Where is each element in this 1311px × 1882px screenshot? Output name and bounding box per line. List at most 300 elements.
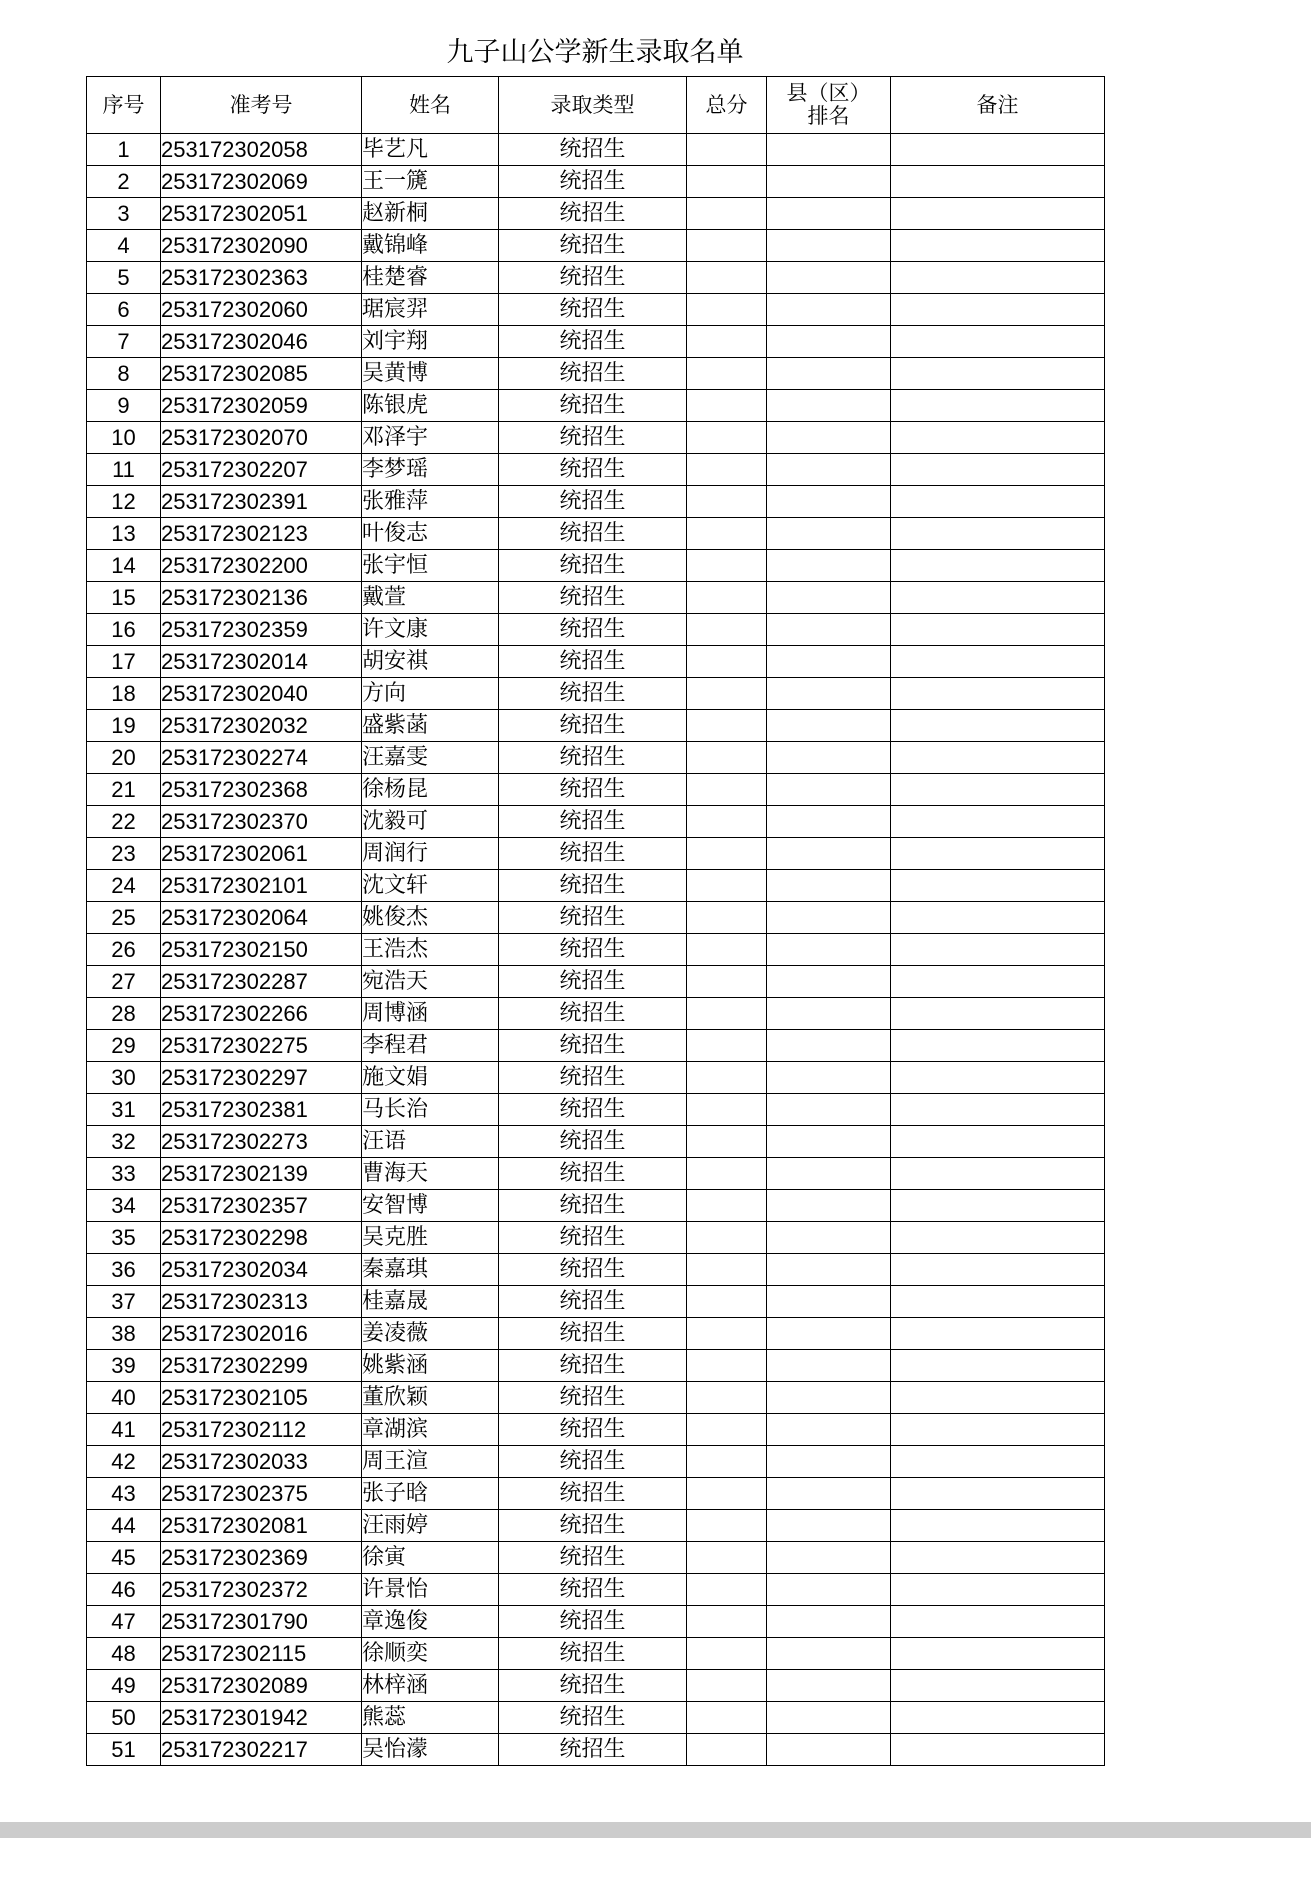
cell-type: 统招生 <box>499 1542 687 1574</box>
cell-type: 统招生 <box>499 1158 687 1190</box>
cell-seq: 15 <box>87 582 161 614</box>
cell-remark <box>891 454 1105 486</box>
cell-total <box>687 230 767 262</box>
cell-seq: 7 <box>87 326 161 358</box>
cell-exam-no: 253172302061 <box>161 838 362 870</box>
cell-name: 姚俊杰 <box>362 902 499 934</box>
cell-remark <box>891 1126 1105 1158</box>
cell-remark <box>891 358 1105 390</box>
cell-exam-no: 253172302058 <box>161 134 362 166</box>
cell-rank <box>767 1126 891 1158</box>
cell-seq: 16 <box>87 614 161 646</box>
cell-name: 刘宇翔 <box>362 326 499 358</box>
cell-type: 统招生 <box>499 134 687 166</box>
cell-total <box>687 550 767 582</box>
cell-seq: 21 <box>87 774 161 806</box>
cell-remark <box>891 486 1105 518</box>
cell-rank <box>767 518 891 550</box>
cell-name: 章逸俊 <box>362 1606 499 1638</box>
cell-seq: 33 <box>87 1158 161 1190</box>
cell-seq: 50 <box>87 1702 161 1734</box>
cell-type: 统招生 <box>499 902 687 934</box>
cell-total <box>687 710 767 742</box>
cell-total <box>687 614 767 646</box>
cell-seq: 5 <box>87 262 161 294</box>
cell-type: 统招生 <box>499 1414 687 1446</box>
cell-rank <box>767 806 891 838</box>
cell-remark <box>891 774 1105 806</box>
cell-remark <box>891 1030 1105 1062</box>
cell-exam-no: 253172302112 <box>161 1414 362 1446</box>
cell-name: 盛紫菡 <box>362 710 499 742</box>
cell-total <box>687 1670 767 1702</box>
cell-type: 统招生 <box>499 550 687 582</box>
cell-type: 统招生 <box>499 1350 687 1382</box>
table-row <box>87 1606 1105 1638</box>
cell-rank <box>767 1158 891 1190</box>
cell-name: 曹海天 <box>362 1158 499 1190</box>
cell-exam-no: 253172302273 <box>161 1126 362 1158</box>
cell-seq: 12 <box>87 486 161 518</box>
header-name: 姓名 <box>362 77 499 134</box>
cell-exam-no: 253172302040 <box>161 678 362 710</box>
cell-total <box>687 1094 767 1126</box>
page-title: 九子山公学新生录取名单 <box>446 37 744 68</box>
cell-exam-no: 253172302274 <box>161 742 362 774</box>
cell-name: 董欣颖 <box>362 1382 499 1414</box>
cell-exam-no: 253172302368 <box>161 774 362 806</box>
cell-name: 林梓涵 <box>362 1670 499 1702</box>
cell-remark <box>891 1382 1105 1414</box>
cell-type: 统招生 <box>499 934 687 966</box>
cell-remark <box>891 1670 1105 1702</box>
cell-rank <box>767 1542 891 1574</box>
cell-remark <box>891 294 1105 326</box>
cell-remark <box>891 1286 1105 1318</box>
table-row <box>87 1350 1105 1382</box>
cell-name: 宛浩天 <box>362 966 499 998</box>
table-body <box>87 134 1105 1766</box>
cell-remark <box>891 166 1105 198</box>
cell-remark <box>891 1318 1105 1350</box>
cell-total <box>687 1030 767 1062</box>
cell-seq: 3 <box>87 198 161 230</box>
table-row <box>87 710 1105 742</box>
table-row <box>87 838 1105 870</box>
table-row <box>87 1382 1105 1414</box>
cell-type: 统招生 <box>499 710 687 742</box>
cell-seq: 1 <box>87 134 161 166</box>
cell-total <box>687 390 767 422</box>
cell-type: 统招生 <box>499 1254 687 1286</box>
cell-rank <box>767 710 891 742</box>
cell-seq: 24 <box>87 870 161 902</box>
cell-type: 统招生 <box>499 1286 687 1318</box>
table-row <box>87 582 1105 614</box>
cell-exam-no: 253172302217 <box>161 1734 362 1766</box>
cell-type: 统招生 <box>499 358 687 390</box>
cell-name: 周王渲 <box>362 1446 499 1478</box>
cell-exam-no: 253172302370 <box>161 806 362 838</box>
cell-name: 王浩杰 <box>362 934 499 966</box>
cell-rank <box>767 1222 891 1254</box>
cell-type: 统招生 <box>499 230 687 262</box>
cell-remark <box>891 1446 1105 1478</box>
cell-rank <box>767 838 891 870</box>
cell-total <box>687 1702 767 1734</box>
table-row <box>87 1638 1105 1670</box>
table-row <box>87 390 1105 422</box>
cell-total <box>687 742 767 774</box>
cell-total <box>687 486 767 518</box>
table-row <box>87 454 1105 486</box>
cell-total <box>687 998 767 1030</box>
table-row <box>87 774 1105 806</box>
cell-rank <box>767 326 891 358</box>
cell-name: 姚紫涵 <box>362 1350 499 1382</box>
cell-seq: 48 <box>87 1638 161 1670</box>
cell-total <box>687 902 767 934</box>
cell-name: 张子晗 <box>362 1478 499 1510</box>
footer-bar <box>0 1822 1311 1838</box>
cell-total <box>687 934 767 966</box>
cell-type: 统招生 <box>499 1734 687 1766</box>
table-row <box>87 1094 1105 1126</box>
cell-exam-no: 253172302297 <box>161 1062 362 1094</box>
cell-seq: 2 <box>87 166 161 198</box>
cell-type: 统招生 <box>499 422 687 454</box>
cell-seq: 20 <box>87 742 161 774</box>
cell-name: 章湖滨 <box>362 1414 499 1446</box>
table-row <box>87 550 1105 582</box>
table-row <box>87 1062 1105 1094</box>
cell-type: 统招生 <box>499 1222 687 1254</box>
cell-seq: 17 <box>87 646 161 678</box>
cell-remark <box>891 1638 1105 1670</box>
cell-name: 徐顺奕 <box>362 1638 499 1670</box>
cell-seq: 26 <box>87 934 161 966</box>
cell-rank <box>767 166 891 198</box>
cell-type: 统招生 <box>499 294 687 326</box>
cell-name: 施文娟 <box>362 1062 499 1094</box>
cell-total <box>687 582 767 614</box>
cell-name: 胡安祺 <box>362 646 499 678</box>
cell-rank <box>767 934 891 966</box>
cell-seq: 4 <box>87 230 161 262</box>
cell-total <box>687 1446 767 1478</box>
cell-name: 吴黄博 <box>362 358 499 390</box>
cell-remark <box>891 1414 1105 1446</box>
cell-total <box>687 1478 767 1510</box>
cell-exam-no: 253172302090 <box>161 230 362 262</box>
cell-exam-no: 253172302150 <box>161 934 362 966</box>
cell-exam-no: 253172302085 <box>161 358 362 390</box>
cell-seq: 10 <box>87 422 161 454</box>
cell-name: 沈毅可 <box>362 806 499 838</box>
cell-rank <box>767 774 891 806</box>
cell-rank <box>767 1414 891 1446</box>
cell-total <box>687 870 767 902</box>
table-row <box>87 198 1105 230</box>
cell-exam-no: 253172302357 <box>161 1190 362 1222</box>
cell-total <box>687 422 767 454</box>
cell-rank <box>767 1190 891 1222</box>
cell-total <box>687 1382 767 1414</box>
cell-remark <box>891 198 1105 230</box>
table-row <box>87 806 1105 838</box>
cell-type: 统招生 <box>499 454 687 486</box>
cell-type: 统招生 <box>499 614 687 646</box>
cell-rank <box>767 1702 891 1734</box>
cell-total <box>687 1318 767 1350</box>
cell-exam-no: 253172302064 <box>161 902 362 934</box>
header-type: 录取类型 <box>499 77 687 134</box>
table-row <box>87 134 1105 166</box>
cell-seq: 8 <box>87 358 161 390</box>
cell-name: 周博涵 <box>362 998 499 1030</box>
cell-remark <box>891 902 1105 934</box>
cell-exam-no: 253172302033 <box>161 1446 362 1478</box>
cell-rank <box>767 902 891 934</box>
cell-seq: 41 <box>87 1414 161 1446</box>
cell-name: 周润行 <box>362 838 499 870</box>
cell-rank <box>767 678 891 710</box>
cell-name: 姜凌薇 <box>362 1318 499 1350</box>
cell-total <box>687 838 767 870</box>
cell-name: 许景怡 <box>362 1574 499 1606</box>
cell-total <box>687 774 767 806</box>
cell-remark <box>891 1510 1105 1542</box>
cell-remark <box>891 1734 1105 1766</box>
cell-type: 统招生 <box>499 870 687 902</box>
cell-seq: 47 <box>87 1606 161 1638</box>
table-row <box>87 1222 1105 1254</box>
cell-remark <box>891 1478 1105 1510</box>
cell-remark <box>891 1350 1105 1382</box>
cell-type: 统招生 <box>499 1606 687 1638</box>
table-row <box>87 262 1105 294</box>
cell-seq: 13 <box>87 518 161 550</box>
cell-remark <box>891 1254 1105 1286</box>
cell-rank <box>767 742 891 774</box>
cell-seq: 38 <box>87 1318 161 1350</box>
cell-type: 统招生 <box>499 774 687 806</box>
cell-seq: 30 <box>87 1062 161 1094</box>
cell-total <box>687 1158 767 1190</box>
table-row <box>87 614 1105 646</box>
cell-remark <box>891 742 1105 774</box>
cell-exam-no: 253172302060 <box>161 294 362 326</box>
cell-seq: 45 <box>87 1542 161 1574</box>
cell-name: 马长治 <box>362 1094 499 1126</box>
cell-exam-no: 253172302115 <box>161 1638 362 1670</box>
cell-rank <box>767 486 891 518</box>
cell-total <box>687 1222 767 1254</box>
cell-total <box>687 1510 767 1542</box>
header-rank <box>767 77 891 134</box>
cell-rank <box>767 646 891 678</box>
cell-seq: 22 <box>87 806 161 838</box>
cell-type: 统招生 <box>499 838 687 870</box>
cell-rank <box>767 454 891 486</box>
cell-name: 汪嘉雯 <box>362 742 499 774</box>
header-total: 总分 <box>687 77 767 134</box>
cell-total <box>687 1606 767 1638</box>
cell-name: 叶俊志 <box>362 518 499 550</box>
cell-total <box>687 966 767 998</box>
cell-exam-no: 253172302266 <box>161 998 362 1030</box>
cell-exam-no: 253172302069 <box>161 166 362 198</box>
cell-total <box>687 198 767 230</box>
cell-total <box>687 1286 767 1318</box>
cell-total <box>687 294 767 326</box>
cell-name: 李程君 <box>362 1030 499 1062</box>
cell-remark <box>891 1158 1105 1190</box>
table-row <box>87 1318 1105 1350</box>
cell-exam-no: 253172302089 <box>161 1670 362 1702</box>
cell-seq: 18 <box>87 678 161 710</box>
cell-total <box>687 454 767 486</box>
cell-name: 戴萱 <box>362 582 499 614</box>
table-row <box>87 1542 1105 1574</box>
table-row <box>87 422 1105 454</box>
cell-remark <box>891 1094 1105 1126</box>
cell-remark <box>891 582 1105 614</box>
cell-rank <box>767 1254 891 1286</box>
cell-remark <box>891 870 1105 902</box>
cell-total <box>687 1638 767 1670</box>
cell-total <box>687 1350 767 1382</box>
cell-type: 统招生 <box>499 998 687 1030</box>
cell-name: 熊蕊 <box>362 1702 499 1734</box>
cell-type: 统招生 <box>499 1030 687 1062</box>
cell-name: 秦嘉琪 <box>362 1254 499 1286</box>
cell-seq: 39 <box>87 1350 161 1382</box>
cell-total <box>687 262 767 294</box>
cell-seq: 42 <box>87 1446 161 1478</box>
cell-total <box>687 134 767 166</box>
cell-total <box>687 166 767 198</box>
cell-type: 统招生 <box>499 1062 687 1094</box>
cell-seq: 36 <box>87 1254 161 1286</box>
cell-seq: 43 <box>87 1478 161 1510</box>
cell-name: 王一篪 <box>362 166 499 198</box>
table-row <box>87 1030 1105 1062</box>
cell-exam-no: 253172302046 <box>161 326 362 358</box>
cell-remark <box>891 646 1105 678</box>
cell-seq: 35 <box>87 1222 161 1254</box>
cell-name: 张宇恒 <box>362 550 499 582</box>
cell-name: 汪雨婷 <box>362 1510 499 1542</box>
cell-exam-no: 253172302381 <box>161 1094 362 1126</box>
cell-remark <box>891 390 1105 422</box>
cell-remark <box>891 550 1105 582</box>
table-row <box>87 1702 1105 1734</box>
cell-exam-no: 253172302101 <box>161 870 362 902</box>
cell-rank <box>767 1382 891 1414</box>
cell-total <box>687 1734 767 1766</box>
cell-exam-no: 253172302298 <box>161 1222 362 1254</box>
table-row <box>87 1510 1105 1542</box>
cell-remark <box>891 262 1105 294</box>
header-seq: 序号 <box>87 77 161 134</box>
table-row <box>87 1478 1105 1510</box>
cell-rank <box>767 1286 891 1318</box>
cell-exam-no: 253172302016 <box>161 1318 362 1350</box>
cell-remark <box>891 934 1105 966</box>
admission-table <box>86 76 1105 1766</box>
cell-exam-no: 253172302363 <box>161 262 362 294</box>
cell-rank <box>767 1670 891 1702</box>
cell-rank <box>767 1350 891 1382</box>
cell-exam-no: 253172302081 <box>161 1510 362 1542</box>
cell-exam-no: 253172302359 <box>161 614 362 646</box>
cell-rank <box>767 134 891 166</box>
table-row <box>87 1190 1105 1222</box>
cell-exam-no: 253172302200 <box>161 550 362 582</box>
cell-total <box>687 358 767 390</box>
cell-exam-no: 253172302375 <box>161 1478 362 1510</box>
cell-type: 统招生 <box>499 582 687 614</box>
cell-rank <box>767 390 891 422</box>
cell-rank <box>767 966 891 998</box>
cell-rank <box>767 1030 891 1062</box>
table-row <box>87 1286 1105 1318</box>
cell-remark <box>891 1062 1105 1094</box>
cell-type: 统招生 <box>499 806 687 838</box>
cell-seq: 40 <box>87 1382 161 1414</box>
cell-remark <box>891 518 1105 550</box>
cell-type: 统招生 <box>499 326 687 358</box>
header-remark: 备注 <box>891 77 1105 134</box>
cell-name: 琚宸羿 <box>362 294 499 326</box>
cell-exam-no: 253172302051 <box>161 198 362 230</box>
cell-type: 统招生 <box>499 1446 687 1478</box>
cell-name: 汪语 <box>362 1126 499 1158</box>
cell-name: 赵新桐 <box>362 198 499 230</box>
cell-type: 统招生 <box>499 390 687 422</box>
table-row <box>87 1670 1105 1702</box>
cell-name: 安智博 <box>362 1190 499 1222</box>
cell-total <box>687 678 767 710</box>
cell-type: 统招生 <box>499 1094 687 1126</box>
cell-total <box>687 1414 767 1446</box>
cell-rank <box>767 1478 891 1510</box>
cell-rank <box>767 998 891 1030</box>
table-row <box>87 966 1105 998</box>
cell-remark <box>891 614 1105 646</box>
cell-exam-no: 253172302287 <box>161 966 362 998</box>
cell-name: 邓泽宇 <box>362 422 499 454</box>
cell-name: 李梦瑶 <box>362 454 499 486</box>
cell-type: 统招生 <box>499 1126 687 1158</box>
cell-exam-no: 253172302032 <box>161 710 362 742</box>
cell-name: 桂嘉晟 <box>362 1286 499 1318</box>
cell-exam-no: 253172302123 <box>161 518 362 550</box>
cell-seq: 31 <box>87 1094 161 1126</box>
cell-name: 方向 <box>362 678 499 710</box>
cell-exam-no: 253172301790 <box>161 1606 362 1638</box>
cell-remark <box>891 1222 1105 1254</box>
cell-remark <box>891 1606 1105 1638</box>
cell-seq: 28 <box>87 998 161 1030</box>
table-row <box>87 326 1105 358</box>
cell-name: 吴怡濛 <box>362 1734 499 1766</box>
header-exam-no: 准考号 <box>161 77 362 134</box>
cell-rank <box>767 1446 891 1478</box>
cell-exam-no: 253172302059 <box>161 390 362 422</box>
table-row <box>87 870 1105 902</box>
